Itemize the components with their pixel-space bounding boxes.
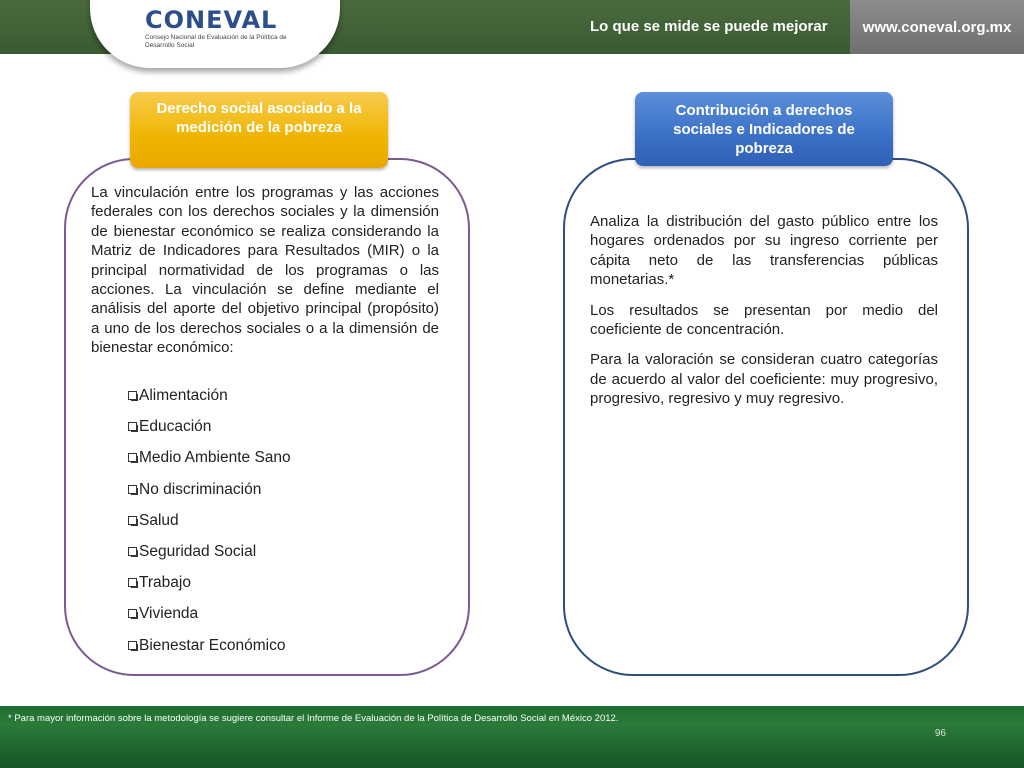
list-item: Salud	[128, 512, 291, 543]
paragraph: Para la valoración se consideran cuatro categorías de acuerdo al valor del coeficiente: muy progresivo, progresivo, regresivo y muy regresivo.	[590, 351, 938, 408]
footnote: * Para mayor información sobre la metodología se sugiere consultar el Informe de Evaluación de la Política de Desarrollo Social en México 2012.	[8, 713, 619, 724]
checkbox-bullet-icon	[128, 391, 137, 400]
left-panel-title: Derecho social asociado a la medición de la pobreza	[130, 92, 388, 168]
checkbox-bullet-icon	[128, 485, 137, 494]
checkbox-bullet-icon	[128, 578, 137, 587]
checkbox-bullet-icon	[128, 453, 137, 462]
paragraph: Analiza la distribución del gasto público entre los hogares ordenados por su ingreso corriente per cápita neto de las transferencias públicas monetarias.*	[590, 213, 938, 289]
list-item: Bienestar Económico	[128, 637, 291, 668]
right-panel-title: Contribución a derechos sociales e Indicadores de pobreza	[635, 92, 893, 166]
page-number: 96	[934, 728, 946, 739]
list-item: No discriminación	[128, 481, 291, 512]
checkbox-bullet-icon	[128, 422, 137, 431]
logo-container	[90, 0, 340, 68]
list-item: Seguridad Social	[128, 543, 291, 574]
paragraph: Los resultados se presentan por medio del coeficiente de concentración.	[590, 301, 938, 339]
list-item: Trabajo	[128, 574, 291, 605]
right-panel-body	[590, 212, 938, 420]
footer-bar	[0, 706, 1024, 768]
rights-list	[128, 387, 291, 668]
list-item: Medio Ambiente Sano	[128, 449, 291, 480]
header-slogan: Lo que se mide se puede mejorar	[590, 18, 828, 35]
website-url[interactable]: www.coneval.org.mx	[850, 0, 1024, 54]
left-panel-body: La vinculación entre los programas y las acciones federales con los derechos sociales y la dimensión de bienestar económico se realiza considerando la Matriz de Indicadores para Resultados (MIR) o la principal normatividad de los programas o las acciones. La vinculación se define mediante el análisis del aporte del objetivo principal (propósito) a uno de los derechos sociales o a la dimensión de bienestar económico:	[91, 184, 439, 357]
checkbox-bullet-icon	[128, 641, 137, 650]
list-item: Vivienda	[128, 605, 291, 636]
checkbox-bullet-icon	[128, 609, 137, 618]
list-item: Educación	[128, 418, 291, 449]
list-item: Alimentación	[128, 387, 291, 418]
logo-subtitle: Consejo Nacional de Evaluación de la Política de Desarrollo Social	[145, 34, 287, 49]
checkbox-bullet-icon	[128, 547, 137, 556]
checkbox-bullet-icon	[128, 516, 137, 525]
logo-text: CONEVAL	[145, 6, 278, 34]
